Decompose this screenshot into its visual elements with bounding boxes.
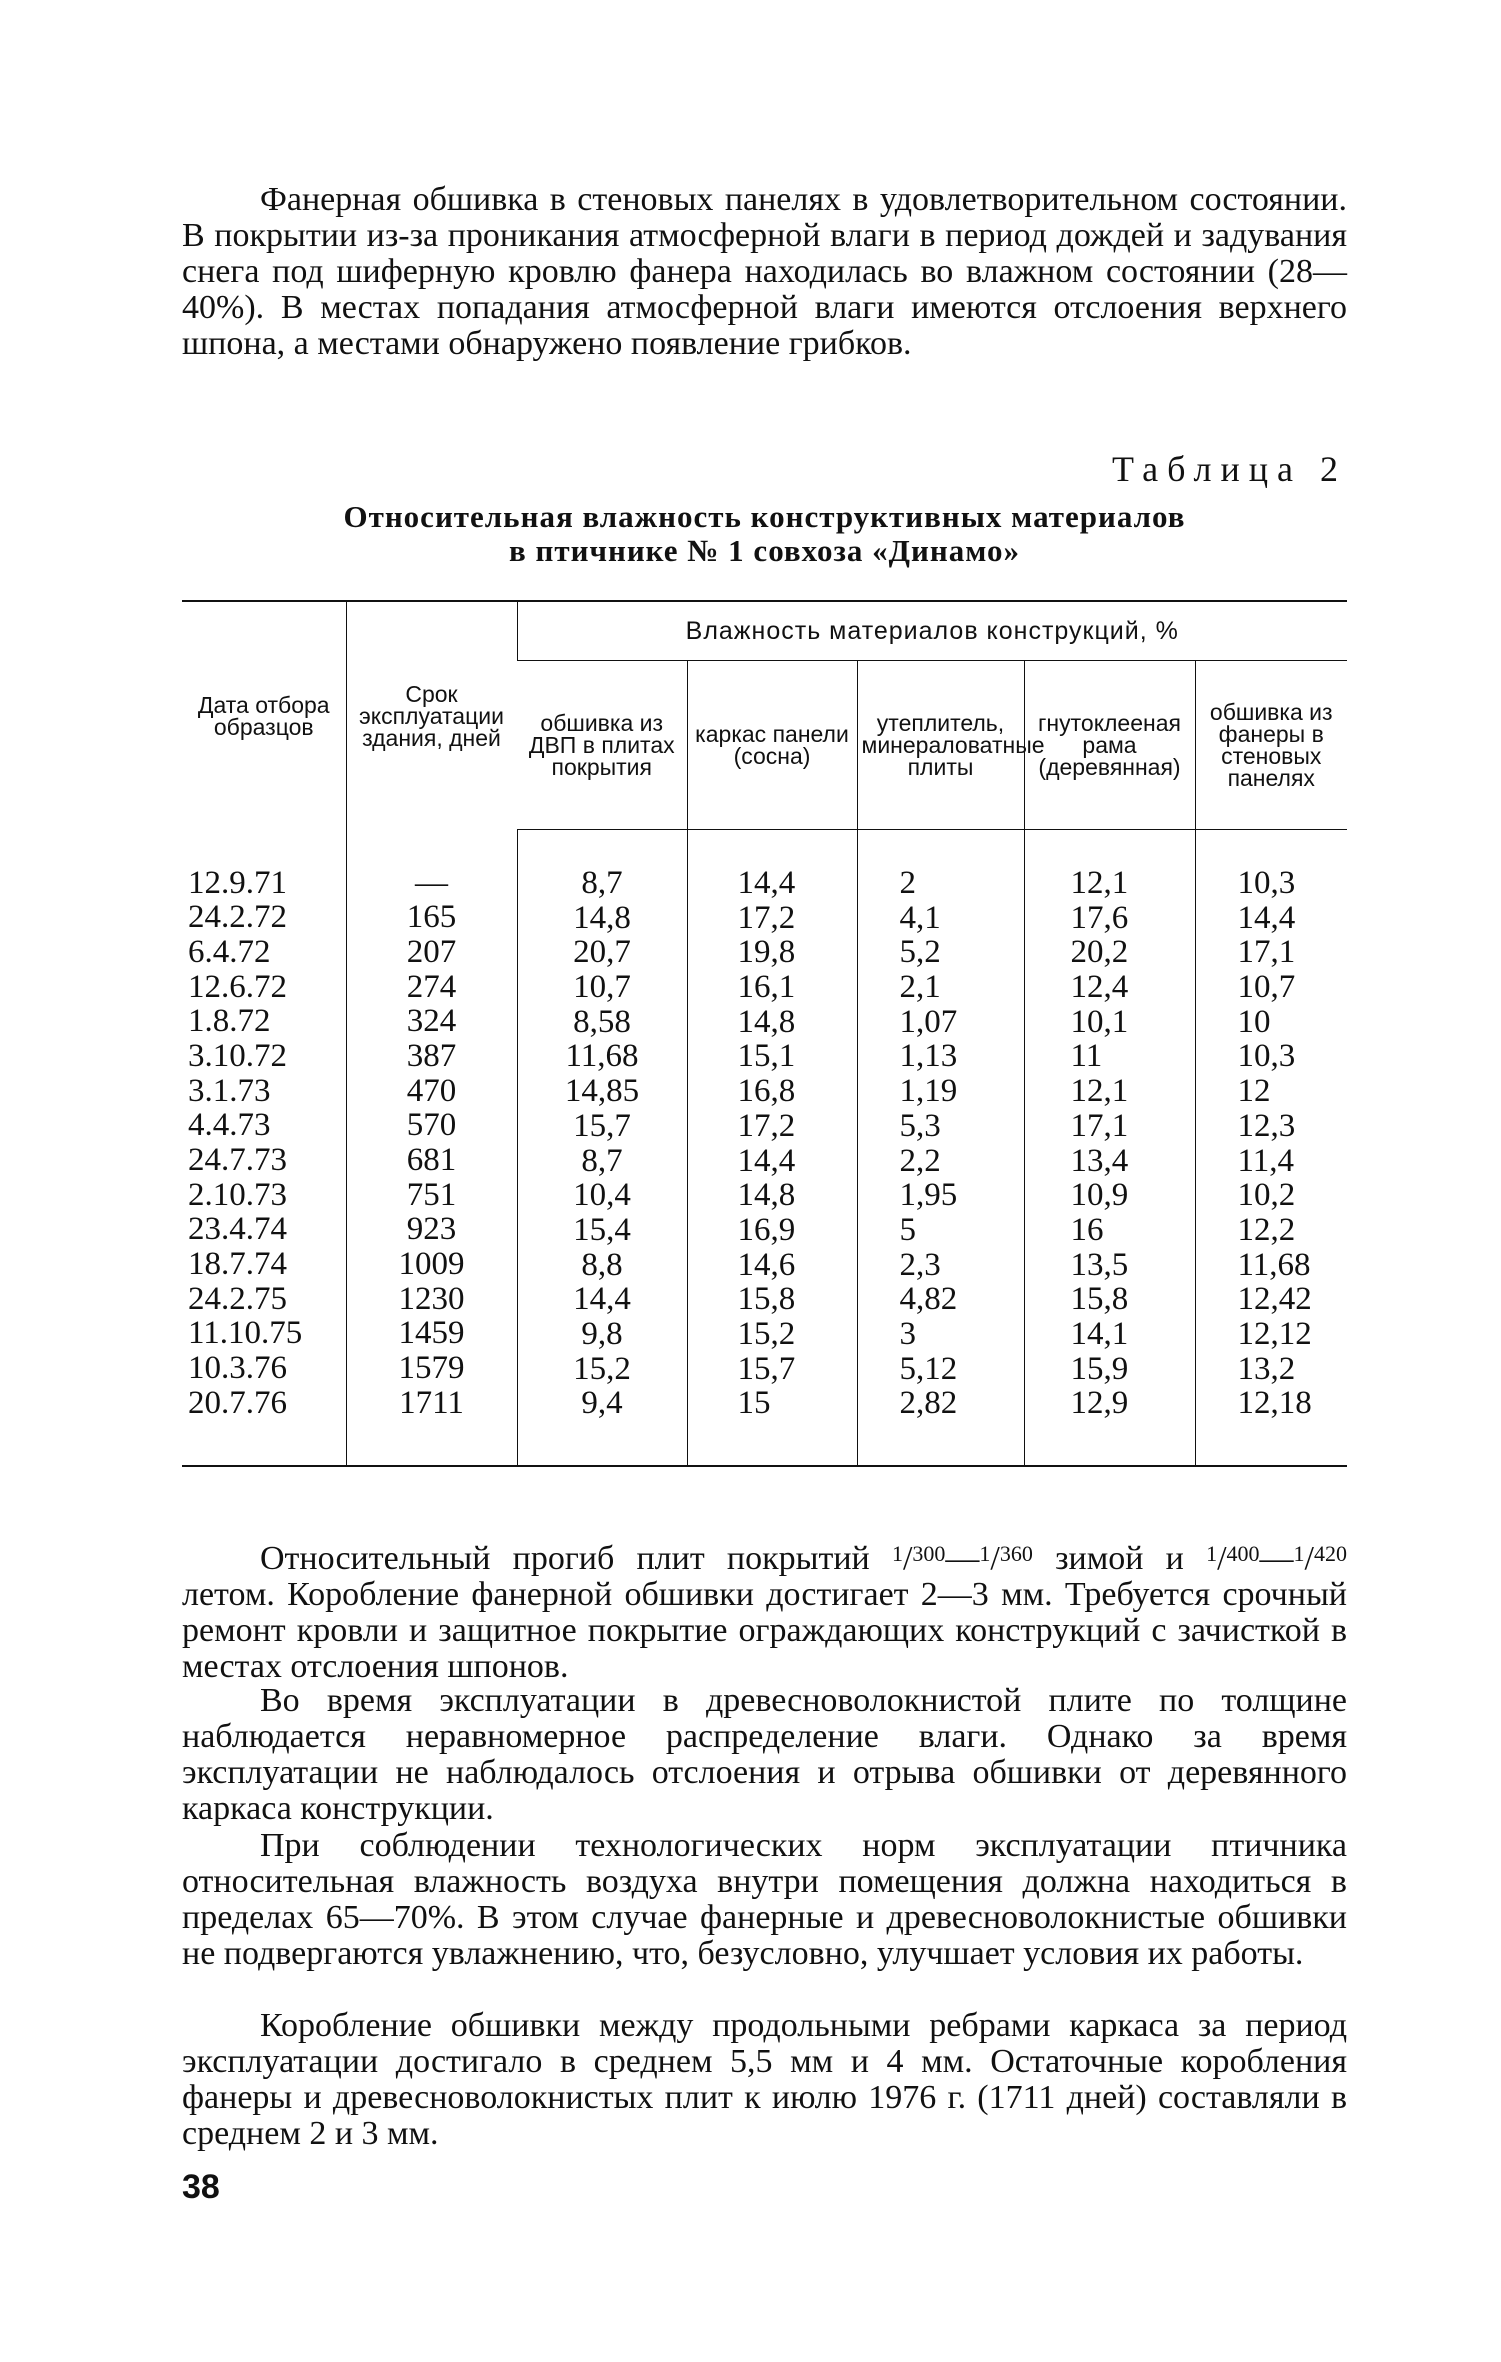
plywood-cell: 10 (1237, 1003, 1271, 1040)
warping-paragraph: Коробление обшивки между продольными ребрами каркаса за период эксплуатации достигало в среднем 5,5 мм и 4 мм. Остаточные коробления фанеры и древесноволокнистых плит к июлю 1976 г. (1711 дней) составляли в среднем 2 и 3 мм. (182, 2007, 1347, 2152)
plywood-cell: 17,1 (1237, 934, 1296, 971)
date-cell: 3.1.73 (188, 1072, 271, 1109)
rama-cell: 12,9 (1070, 1385, 1129, 1422)
rama-cell: 20,2 (1070, 934, 1129, 971)
plywood-cell: 10,3 (1237, 865, 1296, 901)
date-cell: 10.3.76 (188, 1350, 287, 1387)
date-cell: 24.7.73 (188, 1142, 287, 1178)
insulation-cell: 5,12 (899, 1350, 958, 1387)
dvp-cell: 14,8 (573, 899, 631, 936)
insulation-cell: 5 (899, 1211, 916, 1248)
insulation-cell: 2,1 (899, 969, 941, 1006)
age-cell: 923 (406, 1211, 457, 1248)
date-cell: 12.6.72 (188, 968, 287, 1005)
date-cell: 24.2.72 (188, 899, 287, 936)
frame-cell: 17,2 (737, 1107, 796, 1144)
age-cell: 207 (406, 933, 457, 970)
plywood-cell: 10,3 (1237, 1038, 1296, 1075)
p1-dash-1: — (945, 1540, 980, 1577)
frame-cell: 15 (737, 1385, 771, 1422)
operation-norms-paragraph: При соблюдении технологических норм эксплуатации птичника относительная влажность воздуха внутри помещения должна находиться в пределах 65—70%. В этом случае фанерные и древесноволокнистые обшивки не подвергаются увлажнению, что, безусловно, улучшает условия их работы. (182, 1827, 1347, 1972)
humidity-table (182, 600, 1347, 1467)
insulation-cell: 5,3 (899, 1107, 941, 1144)
p1-text-c: летом. Коробление фанерной обшивки достигает 2—3 мм. Требуется срочный ремонт кровли и защитное покрытие ограждающих конструкций с зачисткой в местах отслоения шпонов. (182, 1576, 1347, 1685)
deflection-paragraph: Относительный прогиб плит покрытий $^1$/$^{300}$—$^1$/$^{360}$ зимой и $^1$/$^{400}$—$^1$/$^{420}$ летом. Коробление фанерной обшивки достигает 2—3 мм. Требуется срочный ремонт кровли и защитное покрытие ограждающих конструкций с зачисткой в местах отслоения шпонов. (182, 1540, 1347, 1685)
header-rama: гнутоклееная рама (деревянная) (1024, 661, 1195, 830)
rama-column (1024, 830, 1195, 1467)
plywood-cell: 10,7 (1237, 969, 1296, 1006)
dvp-column (517, 830, 687, 1467)
dvp-cell: 14,4 (573, 1281, 631, 1318)
dvp-cell: 14,85 (564, 1073, 640, 1110)
rama-cell: 12,1 (1070, 1073, 1129, 1110)
page-number: 38 (182, 2168, 220, 2206)
p1-text-b: зимой и (1032, 1540, 1207, 1577)
dvp-cell: 8,7 (581, 865, 623, 901)
age-cell: 470 (406, 1072, 457, 1109)
rama-cell: 10,9 (1070, 1177, 1129, 1214)
plywood-cell: 13,2 (1237, 1350, 1296, 1387)
age-cell: 387 (406, 1037, 457, 1074)
age-cell: 1711 (399, 1384, 464, 1421)
dvp-cell: 9,4 (581, 1385, 623, 1422)
dvp-cell: 20,7 (573, 934, 631, 971)
plywood-cell: 11,4 (1237, 1142, 1295, 1179)
plywood-cell: 12,18 (1237, 1385, 1312, 1422)
fraction-2-denominator: 360 (999, 1541, 1033, 1566)
date-column (182, 830, 346, 1467)
age-cell: 570 (406, 1107, 457, 1144)
insulation-cell: 5,2 (899, 934, 941, 971)
rama-cell: 10,1 (1070, 1003, 1129, 1040)
fraction-1-denominator: 300 (912, 1541, 946, 1566)
dvp-cell: 10,4 (573, 1177, 631, 1214)
insulation-cell: 2,82 (899, 1385, 958, 1422)
rama-cell: 12,1 (1070, 865, 1129, 901)
dvp-cell: 10,7 (573, 969, 631, 1006)
header-date: Дата отбора образцов (182, 601, 346, 830)
dvp-cell: 9,8 (581, 1315, 623, 1352)
frame-cell: 14,6 (737, 1246, 796, 1283)
plywood-cell: 12 (1237, 1073, 1271, 1110)
dvp-cell: 8,58 (573, 1003, 631, 1040)
date-cell: 4.4.73 (188, 1107, 271, 1144)
frame-cell: 16,1 (737, 969, 796, 1006)
rama-cell: 17,6 (1070, 899, 1129, 936)
plywood-column (1195, 830, 1347, 1467)
age-cell: 324 (406, 1003, 457, 1040)
age-column (346, 830, 517, 1467)
insulation-column (857, 830, 1024, 1467)
table-title (182, 500, 1347, 568)
fraction-4-numerator: 1 (1293, 1541, 1305, 1566)
frame-cell: 15,1 (737, 1038, 796, 1075)
frame-cell: 16,8 (737, 1073, 796, 1110)
table-body-row (182, 830, 1347, 1467)
insulation-cell: 2,3 (899, 1246, 941, 1283)
frame-column (687, 830, 857, 1467)
rama-cell: 15,8 (1070, 1281, 1129, 1318)
p1-dash-2: — (1259, 1540, 1294, 1577)
insulation-cell: 1,07 (899, 1003, 958, 1040)
frame-cell: 14,4 (737, 865, 796, 901)
age-cell: 165 (406, 899, 457, 936)
frame-cell: 15,7 (737, 1350, 796, 1387)
date-cell: 6.4.72 (188, 933, 271, 970)
header-age: Срок эксплуатации здания, дней (346, 601, 517, 830)
plywood-cell: 12,42 (1237, 1281, 1312, 1318)
age-cell: 1009 (398, 1246, 465, 1283)
insulation-cell: 2,2 (899, 1142, 941, 1179)
rama-cell: 16 (1070, 1211, 1104, 1248)
rama-cell: 12,4 (1070, 969, 1129, 1006)
date-cell: 3.10.72 (188, 1037, 287, 1074)
date-cell: 18.7.74 (188, 1246, 287, 1283)
dvp-cell: 15,2 (573, 1350, 631, 1387)
frame-cell: 14,8 (737, 1003, 796, 1040)
age-cell: 681 (406, 1142, 457, 1178)
rama-cell: 13,4 (1070, 1142, 1129, 1179)
date-cell: 2.10.73 (188, 1176, 287, 1213)
frame-cell: 17,2 (737, 899, 796, 936)
frame-cell: 14,4 (737, 1142, 796, 1179)
table-label: Таблица 2 (1112, 449, 1347, 489)
frame-cell: 15,2 (737, 1315, 796, 1352)
fraction-4-denominator: 420 (1314, 1541, 1347, 1566)
table-title-line-1: Относительная влажность конструктивных материалов (343, 499, 1186, 534)
age-cell: 1579 (398, 1350, 465, 1387)
plywood-cell: 12,3 (1237, 1107, 1296, 1144)
plywood-cell: 12,12 (1237, 1315, 1312, 1352)
date-cell: 24.2.75 (188, 1280, 287, 1317)
insulation-cell: 2 (899, 865, 916, 901)
plywood-cell: 14,4 (1237, 899, 1296, 936)
rama-cell: 11 (1070, 1038, 1103, 1075)
age-cell: 751 (406, 1176, 457, 1213)
rama-cell: 13,5 (1070, 1246, 1129, 1283)
dvp-cell: 15,7 (573, 1107, 631, 1144)
header-insulation: утеплитель, минераловатные плиты (857, 661, 1024, 830)
insulation-cell: 1,95 (899, 1177, 958, 1214)
rama-cell: 17,1 (1070, 1107, 1129, 1144)
table-title-line-2: в птичнике № 1 совхоза «Динамо» (509, 533, 1020, 568)
date-cell: 20.7.76 (188, 1384, 287, 1421)
insulation-cell: 1,13 (899, 1038, 958, 1075)
date-cell: 11.10.75 (188, 1315, 303, 1352)
intro-paragraph: Фанерная обшивка в стеновых панелях в удовлетворительном состоянии. В покрытии из-за проникания атмосферной влаги в период дождей и задувания снега под шиферную кровлю фанера находилась во влажном состоянии (28—40%). В местах попадания атмосферной влаги имеются отслоения верхнего шпона, а местами обнаружено появление грибков. (182, 181, 1347, 362)
date-cell: 12.9.71 (188, 864, 287, 901)
insulation-cell: 3 (899, 1315, 916, 1352)
dvp-cell: 8,8 (581, 1246, 623, 1283)
insulation-cell: 1,19 (899, 1073, 958, 1110)
dvp-cell: 8,7 (581, 1142, 623, 1179)
date-cell: 1.8.72 (188, 1003, 271, 1040)
rama-cell: 14,1 (1070, 1315, 1129, 1352)
insulation-cell: 4,82 (899, 1281, 958, 1318)
frame-cell: 14,8 (737, 1177, 796, 1214)
age-cell: 1459 (398, 1315, 465, 1352)
fraction-2-numerator: 1 (979, 1541, 991, 1566)
insulation-cell: 4,1 (899, 899, 941, 936)
fraction-3-numerator: 1 (1206, 1541, 1218, 1566)
age-cell: 274 (406, 968, 457, 1005)
age-cell: 1230 (398, 1280, 465, 1317)
age-cell: — (415, 864, 448, 901)
date-cell: 23.4.74 (188, 1211, 287, 1248)
frame-cell: 15,8 (737, 1281, 796, 1318)
header-dvp: обшивка из ДВП в плитах покрытия (517, 661, 687, 830)
header-frame: каркас панели (сосна) (687, 661, 857, 830)
header-moisture-group: Влажность материалов конструкций, % (517, 601, 1347, 661)
fraction-3-denominator: 400 (1226, 1541, 1260, 1566)
plywood-cell: 11,68 (1237, 1246, 1311, 1283)
fraction-1-numerator: 1 (891, 1541, 903, 1566)
frame-cell: 19,8 (737, 934, 796, 971)
dvp-cell: 11,68 (565, 1038, 639, 1075)
dvp-cell: 15,4 (573, 1211, 631, 1248)
plywood-cell: 12,2 (1237, 1211, 1296, 1248)
moisture-distribution-paragraph: Во время эксплуатации в древесноволокнистой плите по толщине наблюдается неравномерное распределение влаги. Однако за время эксплуатации не наблюдалось отслоения и отрыва обшивки от деревянного каркаса конструкции. (182, 1682, 1347, 1827)
p1-text-a: Относительный прогиб плит покрытий (260, 1540, 892, 1577)
rama-cell: 15,9 (1070, 1350, 1129, 1387)
frame-cell: 16,9 (737, 1211, 796, 1248)
plywood-cell: 10,2 (1237, 1177, 1296, 1214)
header-plywood: обшивка из фанеры в стеновых панелях (1195, 661, 1347, 830)
